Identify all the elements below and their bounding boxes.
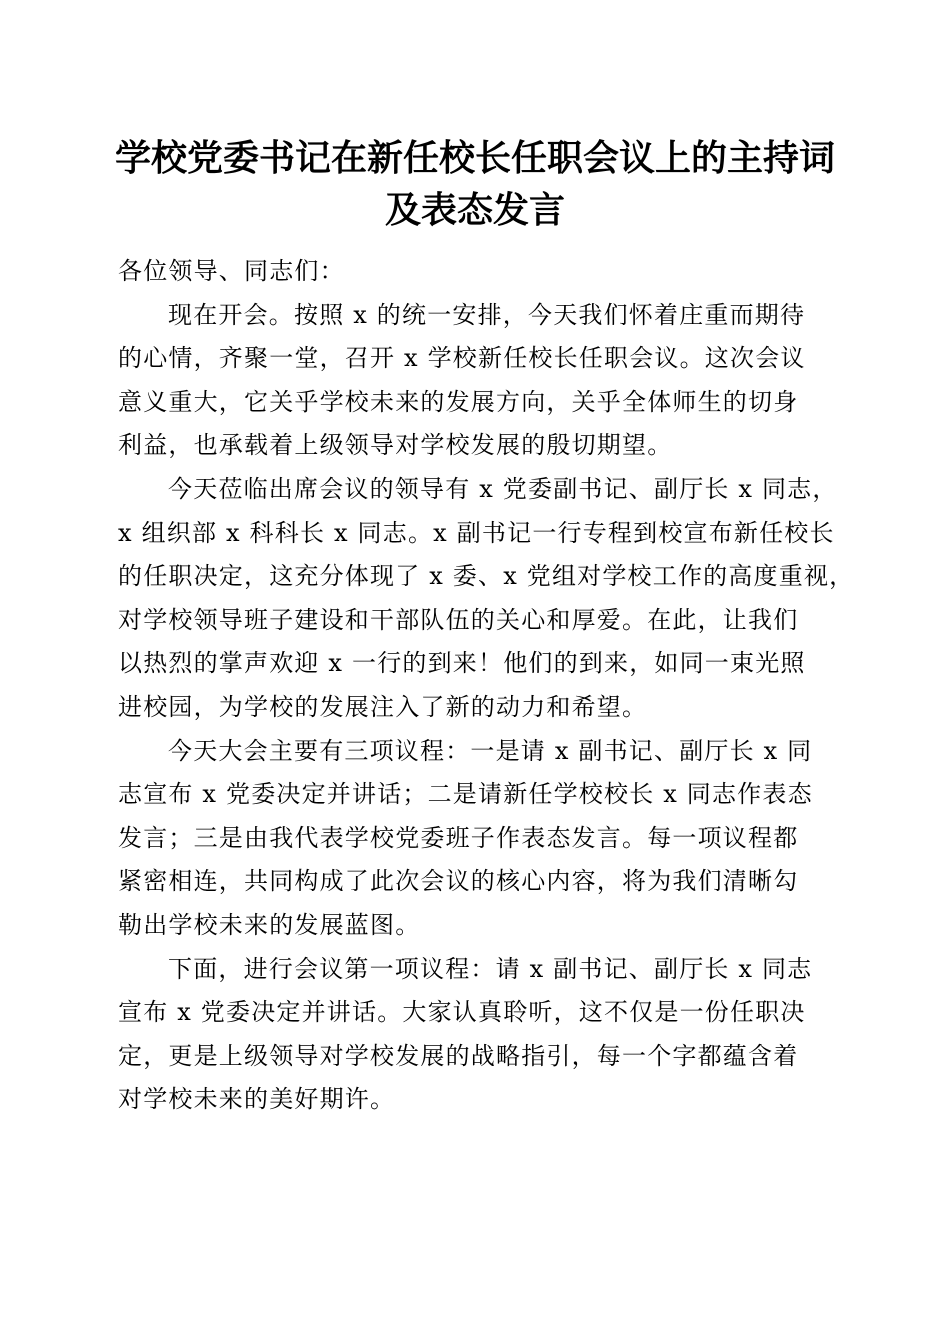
paragraph-line: 利益，也承载着上级领导对学校发展的殷切期望。 [118,431,673,460]
paragraph-3 [118,730,830,948]
paragraph-line: x 组织部 x 科科长 x 同志。x 副书记一行专程到校宣布新任校长 [118,518,835,547]
paragraph-line: 勒出学校未来的发展蓝图。 [118,910,421,939]
salutation: 各位领导、同志们： [118,257,345,285]
paragraph-line: 的心情，齐聚一堂，召开 x 学校新任校长任职会议。这次会议 [118,344,806,373]
document-body [118,250,855,1122]
paragraph-line: 发言；三是由我代表学校党委班子作表态发言。每一项议程都 [118,823,799,852]
document-title [100,132,850,236]
paragraph-line: 志宣布 x 党委决定并讲话；二是请新任学校校长 x 同志作表态 [118,780,813,809]
paragraph-line: 进校园，为学校的发展注入了新的动力和希望。 [118,692,648,721]
paragraph-line: 现在开会。按照 x 的统一安排，今天我们怀着庄重而期待 [168,300,806,329]
paragraph-line: 的任职决定，这充分体现了 x 委、x 党组对学校工作的高度重视， [118,562,855,591]
paragraph-line: 今天莅临出席会议的领导有 x 党委副书记、副厅长 x 同志， [168,474,838,503]
paragraph-line: 以热烈的掌声欢迎 x 一行的到来！他们的到来，如同一束光照 [118,649,806,678]
title-line-2: 及表态发言 [384,189,565,231]
paragraph-line: 宣布 x 党委决定并讲话。大家认真聆听，这不仅是一份任职决 [118,998,806,1027]
paragraph-line: 紧密相连，共同构成了此次会议的核心内容，将为我们清晰勾 [118,867,799,896]
paragraph-line: 定，更是上级领导对学校发展的战略指引，每一个字都蕴含着 [118,1041,799,1070]
paragraph-2 [118,468,855,730]
paragraph-line: 对学校未来的美好期许。 [118,1085,396,1114]
paragraph-line: 意义重大，它关乎学校未来的发展方向，关乎全体师生的切身 [118,387,799,416]
paragraph-line: 对学校领导班子建设和干部队伍的关心和厚爱。在此，让我们 [118,605,799,634]
paragraph-1 [118,294,830,468]
paragraph-line: 下面，进行会议第一项议程：请 x 副书记、副厅长 x 同志 [168,954,813,983]
title-line-1: 学校党委书记在新任校长任职会议上的主持词 [114,137,835,179]
paragraph-4 [118,948,830,1122]
paragraph-line: 今天大会主要有三项议程：一是请 x 副书记、副厅长 x 同 [168,736,813,765]
